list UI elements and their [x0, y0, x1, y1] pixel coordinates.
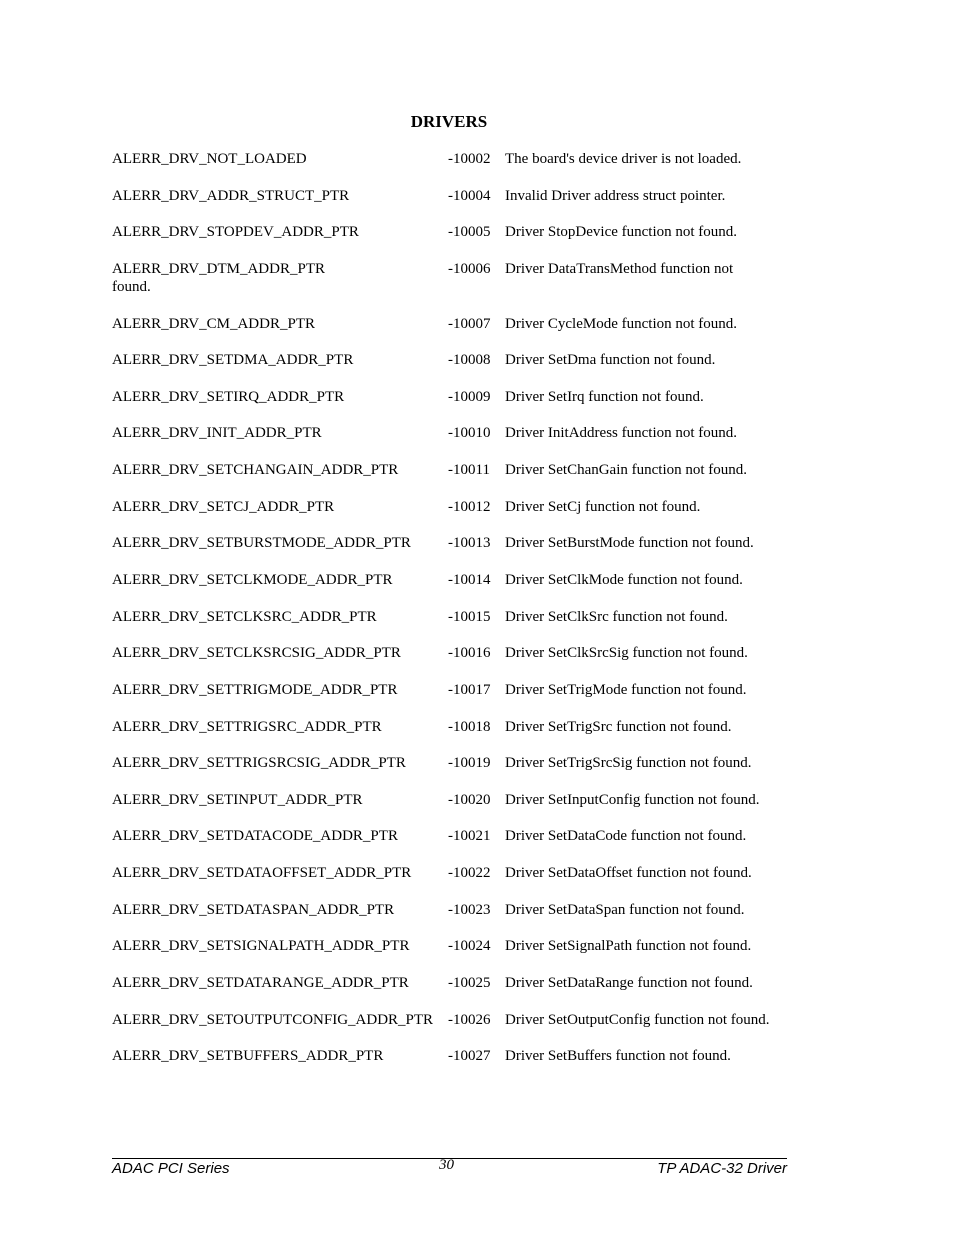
error-description: Driver SetDataSpan function not found.	[505, 901, 745, 918]
error-code-value: -10025	[448, 975, 491, 992]
error-row	[112, 1011, 832, 1048]
error-description: Driver SetClkSrc function not found.	[505, 608, 728, 625]
section-heading-text: DRIVERS	[410, 112, 488, 131]
error-description: Driver SetDataOffset function not found.	[505, 865, 752, 882]
error-row	[112, 315, 832, 352]
error-description: Driver DataTransMethod function not	[505, 260, 734, 277]
error-code-value: -10009	[448, 388, 491, 405]
footer-document-title: TP ADAC-32 Driver	[657, 1160, 787, 1177]
error-row	[112, 718, 832, 755]
error-row	[112, 498, 832, 535]
error-row	[112, 791, 832, 828]
error-code-value: -10006	[448, 260, 491, 277]
error-description: Driver SetClkMode function not found.	[505, 572, 743, 588]
error-constant-name: ALERR_DRV_SETDATASPAN_ADDR_PTR	[112, 901, 395, 918]
error-description: Driver SetInputConfig function not found.	[505, 791, 760, 808]
error-code-value: -10015	[448, 608, 491, 625]
error-description: Driver SetTrigSrc function not found.	[505, 718, 732, 735]
error-constant-name: ALERR_DRV_SETTRIGMODE_ADDR_PTR	[112, 681, 398, 698]
error-description: Driver SetDataCode function not found.	[505, 828, 747, 845]
error-code-value: -10019	[448, 755, 491, 772]
error-code-value: -10016	[448, 645, 491, 662]
error-row	[112, 974, 832, 1011]
error-row	[112, 608, 832, 645]
error-description: Driver SetDma function not found.	[505, 352, 716, 369]
error-row	[112, 534, 832, 571]
error-constant-name: ALERR_DRV_SETTRIGSRC_ADDR_PTR	[112, 718, 382, 735]
error-row	[112, 150, 832, 187]
error-description: Driver SetTrigMode function not found.	[505, 681, 747, 698]
error-constant-name: ALERR_DRV_STOPDEV_ADDR_PTR	[112, 224, 359, 241]
error-description: Driver SetTrigSrcSig function not found.	[505, 755, 752, 772]
error-description: Driver SetChanGain function not found.	[505, 462, 748, 479]
error-row	[112, 260, 832, 315]
error-row	[112, 864, 832, 901]
error-constant-name: ALERR_DRV_SETBURSTMODE_ADDR_PTR	[112, 535, 411, 552]
error-description-continuation: found.	[112, 278, 151, 295]
error-row	[112, 644, 832, 681]
error-constant-name: ALERR_DRV_DTM_ADDR_PTR	[112, 260, 325, 277]
error-description: Driver InitAddress function not found.	[505, 425, 738, 442]
error-constant-name: ALERR_DRV_SETSIGNALPATH_ADDR_PTR	[112, 938, 410, 955]
error-row	[112, 681, 832, 718]
error-constant-name: ALERR_DRV_SETDMA_ADDR_PTR	[112, 352, 354, 369]
error-description: Driver StopDevice function not found.	[505, 224, 738, 241]
error-code-value: -10023	[448, 901, 491, 918]
error-constant-name: ALERR_DRV_SETBUFFERS_ADDR_PTR	[112, 1048, 384, 1065]
error-constant-name: ALERR_DRV_SETINPUT_ADDR_PTR	[112, 791, 363, 808]
footer-series-title: ADAC PCI Series	[112, 1160, 230, 1177]
error-row	[112, 754, 832, 791]
error-code-value: -10011	[448, 462, 490, 479]
error-description: Driver SetSignalPath function not found.	[505, 938, 752, 955]
error-description: Driver SetIrq function not found.	[505, 388, 704, 405]
error-constant-name: ALERR_DRV_SETCLKSRC_ADDR_PTR	[112, 608, 377, 625]
error-code-value: -10013	[448, 535, 491, 552]
error-code-value: -10012	[448, 498, 491, 515]
error-code-value: -10007	[448, 315, 491, 332]
error-row	[112, 223, 832, 260]
error-code-value: -10010	[448, 425, 491, 442]
error-constant-name: ALERR_DRV_SETOUTPUTCONFIG_ADDR_PTR	[112, 1011, 434, 1028]
error-constant-name: ALERR_DRV_SETDATACODE_ADDR_PTR	[112, 828, 398, 845]
error-code-value: -10027	[448, 1048, 491, 1065]
error-row	[112, 571, 832, 608]
error-code-value: -10008	[448, 352, 491, 369]
section-heading	[0, 112, 954, 132]
error-description: The board's device driver is not loaded.	[505, 151, 742, 167]
error-description: Driver SetBurstMode function not found.	[505, 535, 754, 552]
error-row	[112, 901, 832, 938]
error-constant-name: ALERR_DRV_ADDR_STRUCT_PTR	[112, 187, 350, 204]
error-code-value: -10002	[448, 151, 491, 167]
error-code-value: -10022	[448, 865, 491, 882]
error-constant-name: ALERR_DRV_NOT_LOADED	[112, 151, 307, 167]
error-code-value: -10017	[448, 681, 491, 698]
error-code-value: -10004	[448, 187, 491, 204]
error-constant-name: ALERR_DRV_SETCLKMODE_ADDR_PTR	[112, 572, 393, 588]
error-code-value: -10026	[448, 1011, 491, 1028]
error-constant-name: ALERR_DRV_SETDATARANGE_ADDR_PTR	[112, 975, 409, 992]
error-row	[112, 187, 832, 224]
error-description: Driver SetDataRange function not found.	[505, 975, 753, 992]
error-constant-name: ALERR_DRV_SETDATAOFFSET_ADDR_PTR	[112, 865, 412, 882]
error-row	[112, 388, 832, 425]
error-row	[112, 937, 832, 974]
page-number: 30	[439, 1157, 454, 1173]
error-row	[112, 461, 832, 498]
error-code-table	[112, 150, 832, 1084]
error-constant-name: ALERR_DRV_SETCHANGAIN_ADDR_PTR	[112, 462, 399, 479]
error-row	[112, 424, 832, 461]
error-code-value: -10014	[448, 572, 491, 588]
error-row	[112, 351, 832, 388]
error-description: Driver SetBuffers function not found.	[505, 1048, 731, 1065]
error-description: Driver SetClkSrcSig function not found.	[505, 645, 748, 662]
error-description: Driver SetCj function not found.	[505, 498, 701, 515]
error-code-value: -10018	[448, 718, 491, 735]
error-constant-name: ALERR_DRV_SETCLKSRCSIG_ADDR_PTR	[112, 645, 401, 662]
error-constant-name: ALERR_DRV_CM_ADDR_PTR	[112, 315, 315, 332]
error-code-value: -10021	[448, 828, 491, 845]
error-row	[112, 827, 832, 864]
error-code-value: -10020	[448, 791, 491, 808]
error-description: Invalid Driver address struct pointer.	[505, 187, 726, 204]
error-constant-name: ALERR_DRV_SETIRQ_ADDR_PTR	[112, 388, 345, 405]
error-constant-name: ALERR_DRV_SETCJ_ADDR_PTR	[112, 498, 335, 515]
error-constant-name: ALERR_DRV_INIT_ADDR_PTR	[112, 425, 322, 442]
error-code-value: -10005	[448, 224, 491, 241]
error-code-value: -10024	[448, 938, 491, 955]
error-constant-name: ALERR_DRV_SETTRIGSRCSIG_ADDR_PTR	[112, 755, 406, 772]
error-description: Driver SetOutputConfig function not found.	[505, 1011, 770, 1028]
error-row	[112, 1047, 832, 1084]
error-description: Driver CycleMode function not found.	[505, 315, 738, 332]
